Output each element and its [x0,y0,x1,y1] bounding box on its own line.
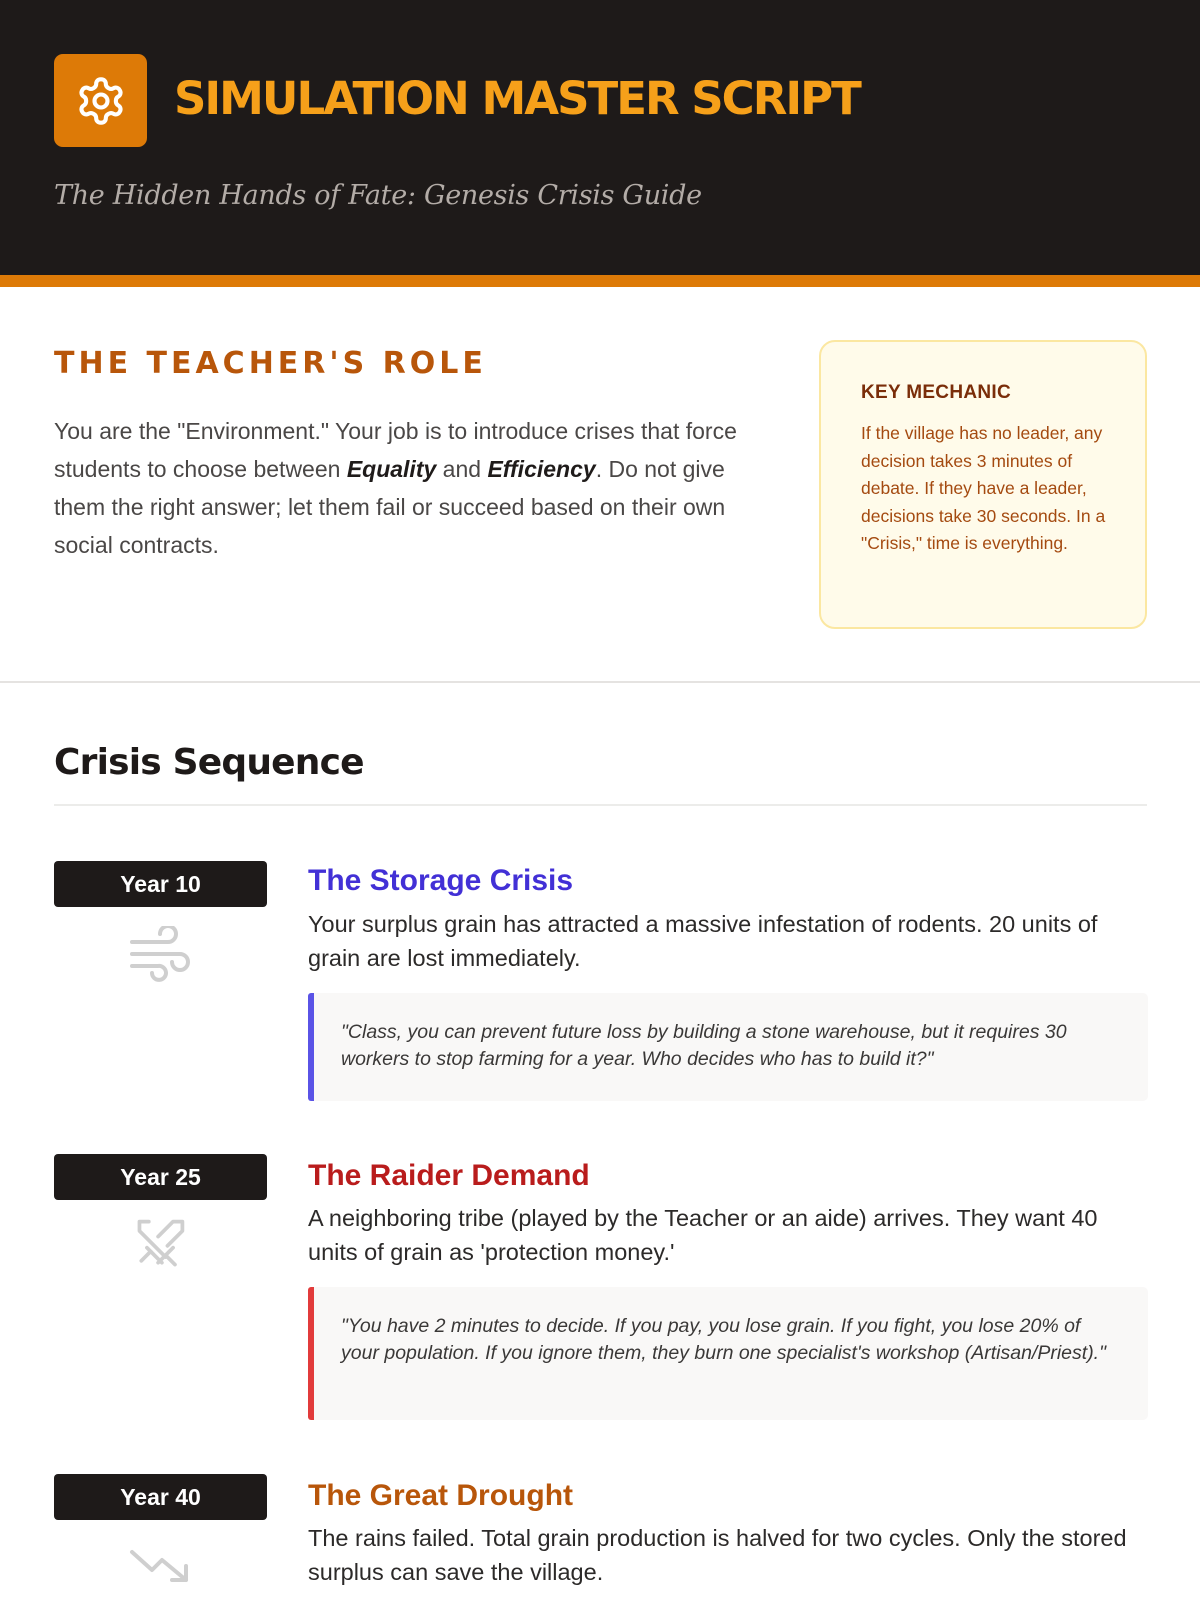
role-text-part: . Do not give them the right answer; let them fail or succeed based on their own social contracts. [54,456,726,558]
key-mechanic-text: If the village has no leader, any decision takes 3 minutes of debate. If they have a leader, decisions take 30 seconds. In a "Crisis," time is everything. [861,423,1106,553]
year-badge: Year 25 [54,1154,267,1200]
key-mechanic-callout [819,340,1147,629]
heading-divider [54,804,1147,806]
crossed-swords-icon [128,1216,192,1272]
page-subtitle: The Hidden Hands of Fate: Genesis Crisis Guide [54,180,702,211]
event-description: The rains failed. Total grain production is halved for two cycles. Only the stored surplus can save the village. [308,1525,1127,1585]
role-paragraph [54,412,754,564]
quote-accent-bar [308,1287,314,1420]
year-badge: Year 40 [54,1474,267,1520]
role-text-part: and [436,456,488,482]
teacher-script-quote [308,993,1148,1101]
role-heading: THE TEACHER'S ROLE [54,346,487,381]
year-badge: Year 10 [54,861,267,907]
header [0,0,1200,287]
quote-accent-bar [308,993,314,1101]
gear-icon [75,75,127,127]
teacher-script-quote [308,1287,1148,1420]
trending-down-icon [128,1540,192,1596]
section-divider [0,681,1200,683]
crisis-sequence-heading: Crisis Sequence [54,742,364,783]
logo-badge [54,54,147,147]
quote-text: "Class, you can prevent future loss by building a stone warehouse, but it requires 30 workers to stop farming for a year. Who decides who has to build it?" [341,1021,1067,1070]
event-description: A neighboring tribe (played by the Teacher or an aide) arrives. They want 40 units of grain as 'protection money.' [308,1205,1098,1265]
event-description: Your surplus grain has attracted a massive infestation of rodents. 20 units of grain are lost immediately. [308,911,1098,971]
event-title: The Great Drought [308,1479,574,1512]
key-mechanic-title: KEY MECHANIC [861,382,1011,403]
event-title: The Storage Crisis [308,864,574,897]
page-title: SIMULATION MASTER SCRIPT [174,72,860,125]
role-text-part: You are the "Environment." Your job is to introduce crises that force students to choose between [54,418,737,482]
role-emphasis-efficiency: Efficiency [487,456,596,482]
event-title: The Raider Demand [308,1159,590,1192]
wind-icon [128,926,192,982]
role-emphasis-equality: Equality [346,456,437,482]
quote-text: "You have 2 minutes to decide. If you pay, you lose grain. If you fight, you lose 20% of your population. If you ignore them, they burn one specialist's workshop (Artisan/Priest)." [341,1315,1107,1364]
